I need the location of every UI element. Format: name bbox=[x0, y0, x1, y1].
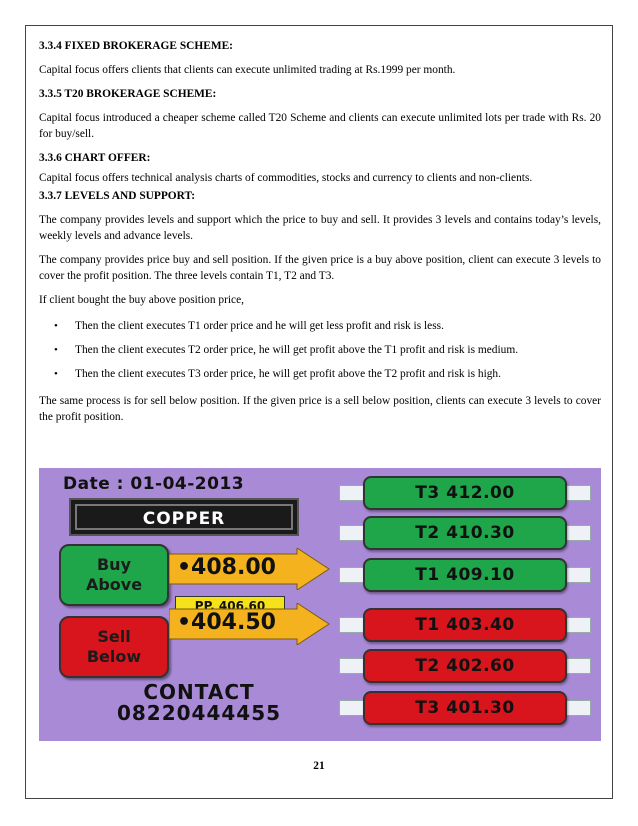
levels-closing-paragraph: The same process is for sell below position. If the given price is a sell below position, clients can execute 3 levels to cover the profit position. bbox=[39, 395, 601, 423]
bullet-icon: • bbox=[54, 368, 58, 380]
buy-level-t3: T3 412.00 bbox=[363, 476, 567, 510]
sell-level-row bbox=[339, 608, 591, 642]
section-text-chart-offer: Capital focus offers technical analysis charts of commodities, stocks and currency to clients and non-clients. bbox=[39, 172, 533, 184]
section-text-t20: Capital focus introduced a cheaper scheme called T20 Scheme and clients can execute unlimited lots per trade with Rs. 20 for buy/sell. bbox=[39, 112, 601, 140]
section-heading-t20: 3.3.5 T20 BROKERAGE SCHEME: bbox=[39, 88, 217, 100]
section-heading-chart-offer: 3.3.6 CHART OFFER: bbox=[39, 152, 151, 164]
list-item bbox=[54, 366, 601, 382]
sell-level-row bbox=[339, 649, 591, 683]
pivot-point-label: PP. 406.60 bbox=[175, 596, 285, 616]
contact-title: CONTACT bbox=[143, 680, 255, 704]
buy-level-row bbox=[339, 516, 591, 550]
buy-above-badge: Buy Above bbox=[59, 544, 169, 606]
contact-phone: 08220444455 bbox=[116, 701, 282, 725]
section-heading-levels: 3.3.7 LEVELS AND SUPPORT: bbox=[39, 190, 196, 202]
buy-level-t2: T2 410.30 bbox=[363, 516, 567, 550]
bullet-text: Then the client executes T1 order price and he will get less profit and risk is less. bbox=[75, 320, 444, 332]
commodity-box bbox=[69, 498, 299, 536]
list-item bbox=[54, 342, 601, 358]
list-item bbox=[54, 318, 601, 334]
buy-price: •408.00 bbox=[177, 555, 276, 580]
buy-level-row bbox=[339, 476, 591, 510]
sell-price: •404.50 bbox=[177, 610, 276, 635]
sell-below-badge: Sell Below bbox=[59, 616, 169, 678]
section-text-fixed-brokerage: Capital focus offers clients that clients can execute unlimited trading at Rs.1999 per month. bbox=[39, 64, 456, 76]
commodity-label: COPPER bbox=[75, 504, 293, 530]
document-body bbox=[39, 38, 601, 425]
sell-level-row bbox=[339, 691, 591, 725]
bullet-text: Then the client executes T3 order price, he will get profit above the T2 profit and risk is high. bbox=[75, 368, 501, 380]
banner-date: Date : 01-04-2013 bbox=[63, 474, 245, 494]
levels-paragraph-3: If client bought the buy above position price, bbox=[39, 294, 244, 306]
levels-paragraph-1: The company provides levels and support which the price to buy and sell. It provides 3 levels and contains today’s levels, weekly levels and advance levels. bbox=[39, 214, 601, 242]
sell-price-arrow bbox=[169, 603, 331, 645]
sell-level-t2: T2 402.60 bbox=[363, 649, 567, 683]
sell-level-t1: T1 403.40 bbox=[363, 608, 567, 642]
levels-paragraph-2: The company provides price buy and sell position. If the given price is a buy above position, client can execute 3 levels to cover the profit position. The three levels contain T1, T2 and T3. bbox=[39, 254, 601, 282]
section-heading-fixed-brokerage: 3.3.4 FIXED BROKERAGE SCHEME: bbox=[39, 40, 233, 52]
levels-bullet-list bbox=[39, 318, 601, 382]
buy-level-row bbox=[339, 558, 591, 592]
buy-price-arrow bbox=[169, 548, 331, 590]
buy-level-t1: T1 409.10 bbox=[363, 558, 567, 592]
bullet-icon: • bbox=[54, 320, 58, 332]
contact-block bbox=[79, 682, 319, 724]
copper-levels-banner bbox=[39, 468, 601, 741]
page-number: 21 bbox=[313, 760, 325, 772]
bullet-icon: • bbox=[54, 344, 58, 356]
sell-level-t3: T3 401.30 bbox=[363, 691, 567, 725]
bullet-text: Then the client executes T2 order price, he will get profit above the T1 profit and risk is medium. bbox=[75, 344, 519, 356]
